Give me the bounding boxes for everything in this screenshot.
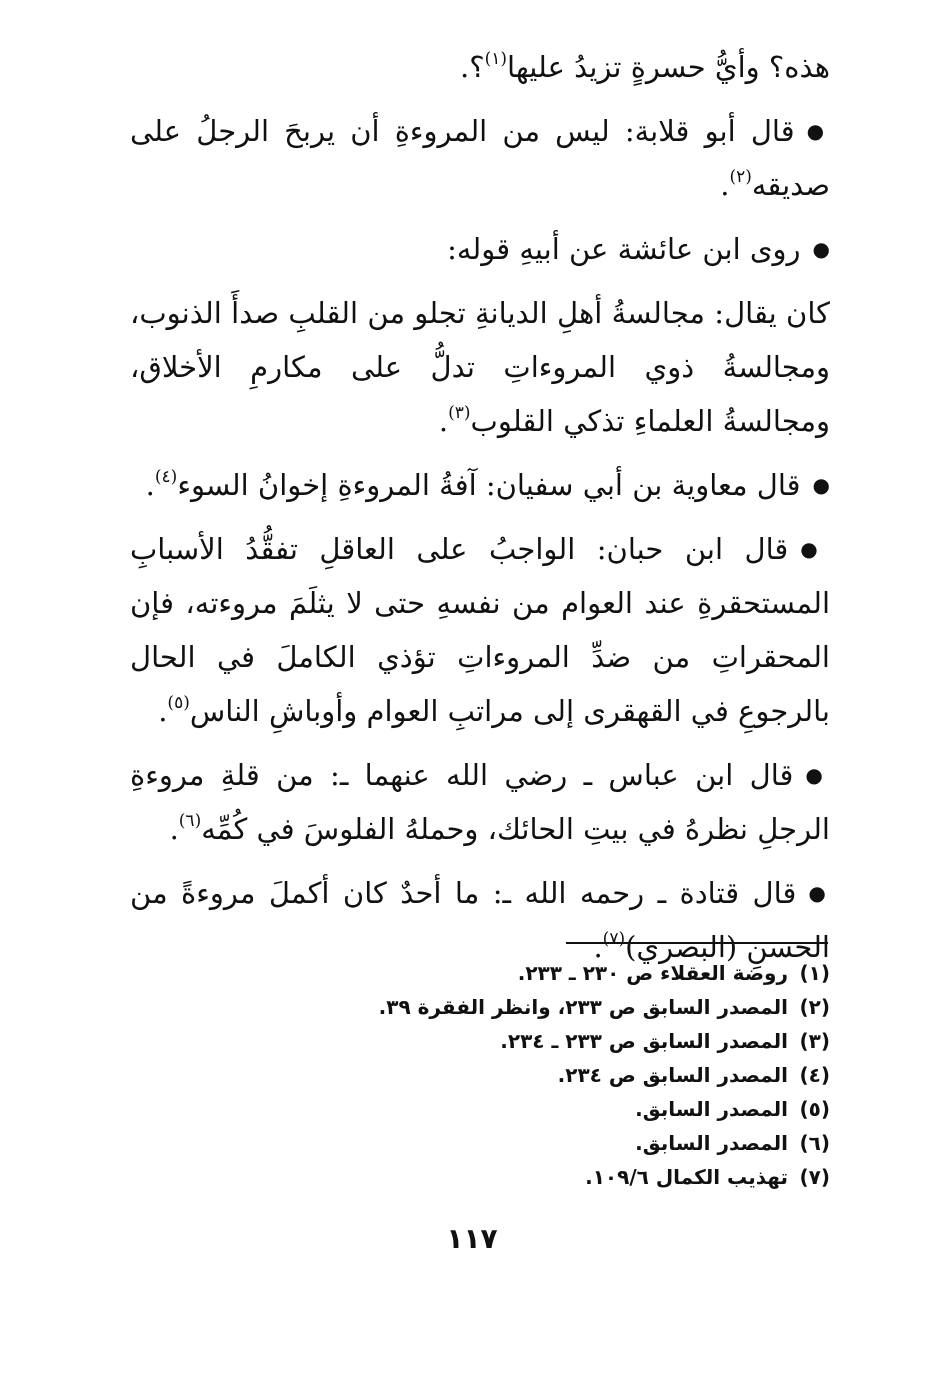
footnote-number: (٤) xyxy=(799,1063,830,1087)
footnote-text: المصدر السابق ص ٢٣٣، وانظر الفقرة ٣٩. xyxy=(378,995,788,1019)
paragraph-text: قال أبو قلابة: ليس من المروءةِ أن يربحَ الرجلُ على صديقه xyxy=(130,114,830,202)
footnote-ref-6: (٦) xyxy=(178,811,202,831)
quote-muawiya xyxy=(130,458,830,512)
paragraph-text: قال ابن حبان: الواجبُ على العاقلِ تفقُّدُ الأسبابِ المستحقرةِ عند العوام من نفسهِ حتى لا يثلَمَ مروءته، فإن المحقراتِ من ضدِّ المروءاتِ تؤذي الكاملَ في الحال بالرجوعِ في القهقرى إلى مراتبِ العوام وأوباشِ الناس xyxy=(130,532,830,728)
paragraph-tail: . xyxy=(593,930,603,964)
paragraph-tail: . xyxy=(720,168,730,202)
footnote-text: المصدر السابق. xyxy=(635,1097,788,1121)
quote-ibn-abbas xyxy=(130,748,830,856)
footnote-number: (٢) xyxy=(799,995,830,1019)
footnote-item xyxy=(130,990,830,1024)
footnote-number: (٧) xyxy=(799,1165,830,1189)
footnote-text: روضة العقلاء ص ٢٣٠ ـ ٢٣٣. xyxy=(517,961,788,985)
footnote-number: (٣) xyxy=(799,1029,830,1053)
footnote-number: (٥) xyxy=(799,1097,830,1121)
paragraph-text: هذه؟ وأيُّ حسرةٍ تزيدُ عليها xyxy=(507,50,830,84)
footnote-item xyxy=(130,956,830,990)
quote-ibn-hibban xyxy=(130,522,830,738)
paragraph-text: روى ابن عائشة عن أبيهِ قوله: xyxy=(447,232,801,266)
paragraph-text: قال قتادة ـ رحمه الله ـ: ما أحدٌ كان أكملَ مروءةً من الحسنِ (البصري) xyxy=(130,876,830,964)
footnote-item xyxy=(130,1160,830,1194)
quote-abu-qilaba xyxy=(130,104,830,212)
footnote-item xyxy=(130,1058,830,1092)
page-body xyxy=(130,40,830,984)
paragraph-tail: . xyxy=(438,404,449,438)
footnote-text: تهذيب الكمال ١٠٩/٦. xyxy=(585,1165,788,1189)
footnote-item xyxy=(130,1126,830,1160)
footnote-ref-7: (٧) xyxy=(602,929,626,949)
footnote-ref-3: (٣) xyxy=(448,403,471,423)
footnote-text: المصدر السابق. xyxy=(635,1131,788,1155)
footnote-number: (٦) xyxy=(799,1131,830,1155)
quote-ibn-aisha xyxy=(130,286,830,448)
paragraph-continuation xyxy=(130,40,830,94)
footnote-text: المصدر السابق ص ٢٣٣ ـ ٢٣٤. xyxy=(500,1029,788,1053)
paragraph-tail: . xyxy=(169,812,179,846)
footnote-divider xyxy=(566,942,828,944)
paragraph-tail: . xyxy=(145,468,155,502)
footnote-ref-5: (٥) xyxy=(167,693,190,713)
footnote-number: (١) xyxy=(799,961,830,985)
page-number: ١١٧ xyxy=(446,1222,498,1255)
paragraph-text: كان يقال: مجالسةُ أهلِ الديانةِ تجلو من القلبِ صدأَ الذنوب، ومجالسةُ ذوي المروءاتِ تدلُّ على مكارمِ الأخلاق، ومجالسةُ العلماءِ تذكي القلوب xyxy=(130,296,830,438)
footnote-text: المصدر السابق ص ٢٣٤. xyxy=(557,1063,788,1087)
footnote-ref-1: (١) xyxy=(484,49,508,69)
quote-ibn-aisha-intro xyxy=(130,222,830,276)
footnote-ref-4: (٤) xyxy=(154,467,178,487)
footnote-item xyxy=(130,1024,830,1058)
paragraph-text: قال ابن عباس ـ رضي الله عنهما ـ: من قلةِ مروءةِ الرجلِ نظرهُ في بيتِ الحائك، وحملهُ الفلوسَ في كُمِّه xyxy=(130,758,830,846)
paragraph-tail: ؟. xyxy=(460,50,485,84)
footnote-item xyxy=(130,1092,830,1126)
paragraph-text: قال معاوية بن أبي سفيان: آفةُ المروءةِ إخوانُ السوء xyxy=(177,468,801,502)
footnotes-list xyxy=(130,956,830,1194)
paragraph-tail: . xyxy=(158,694,168,728)
footnote-ref-2: (٢) xyxy=(729,167,752,187)
